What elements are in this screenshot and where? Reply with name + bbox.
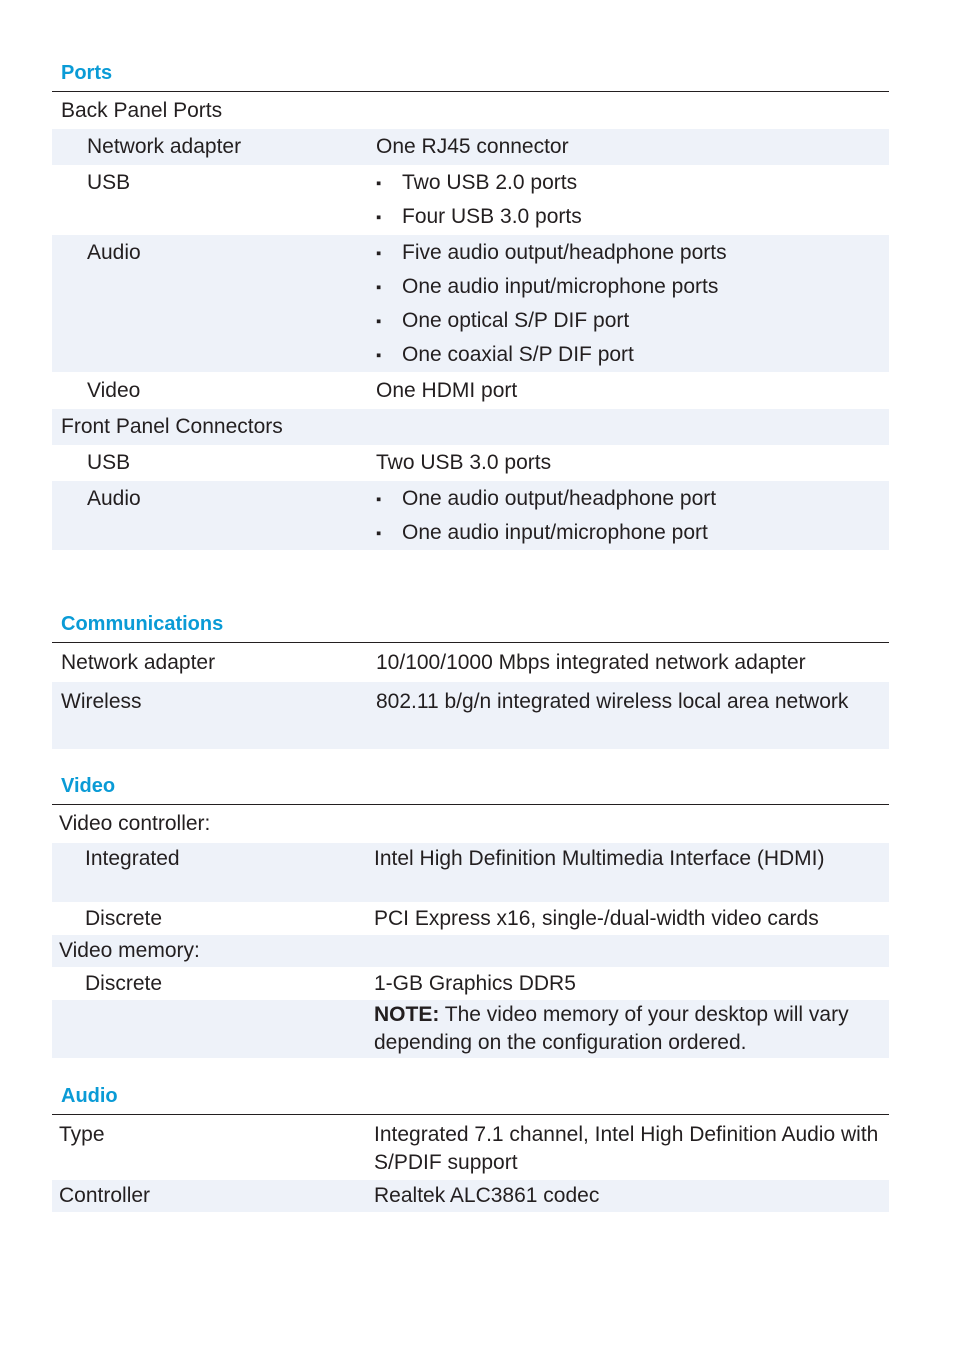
comm-network-label: Network adapter	[61, 650, 216, 674]
bullet-icon: ▪	[376, 490, 382, 508]
front-usb-row	[52, 445, 889, 481]
usb-label: USB	[87, 171, 131, 194]
wireless-value: 802.11 b/g/n integrated wireless local area network	[376, 690, 849, 713]
audio-label: Audio	[87, 241, 141, 264]
bullet-item: ▪ Two USB 2.0 ports	[376, 171, 578, 194]
network-adapter-label: Network adapter	[87, 135, 242, 158]
usb-list	[376, 166, 889, 235]
bullet-icon: ▪	[376, 208, 382, 226]
discrete-label: Discrete	[85, 906, 163, 930]
note-label: NOTE:	[374, 1003, 440, 1026]
video-port-value: One HDMI port	[376, 378, 518, 402]
bullet-icon: ▪	[376, 174, 382, 192]
network-adapter-value: One RJ45 connector	[376, 135, 569, 158]
audio-section	[52, 1083, 889, 1212]
video-port-label: Video	[87, 378, 141, 402]
communications-heading: Communications	[52, 611, 889, 643]
audio-type-value: Integrated 7.1 channel, Intel High Definition Audio with S/PDIF support	[374, 1123, 879, 1174]
audio-heading: Audio	[52, 1083, 889, 1115]
communications-section	[52, 611, 889, 749]
video-section	[52, 773, 889, 1058]
audio-controller-row	[52, 1180, 889, 1212]
integrated-row	[52, 843, 889, 902]
bullet-icon: ▪	[376, 278, 382, 296]
ports-section	[52, 60, 889, 550]
memory-discrete-label: Discrete	[85, 971, 163, 995]
bullet-icon: ▪	[376, 244, 382, 262]
comm-network-value: 10/100/1000 Mbps integrated network adapter	[376, 650, 806, 674]
front-usb-label: USB	[87, 451, 131, 474]
video-port-row	[52, 372, 889, 409]
note-text: NOTE: The video memory of your desktop will vary depending on the configuration ordered.	[374, 1003, 849, 1054]
discrete-row	[52, 902, 889, 935]
bullet-icon: ▪	[376, 312, 382, 330]
back-panel-label: Back Panel Ports	[61, 98, 223, 122]
audio-type-row	[52, 1115, 889, 1180]
bullet-icon: ▪	[376, 524, 382, 542]
back-panel-row	[52, 92, 889, 129]
ports-heading: Ports	[52, 60, 889, 92]
front-panel-row	[52, 409, 889, 445]
front-audio-label: Audio	[87, 487, 141, 510]
audio-type-label: Type	[59, 1123, 105, 1146]
audio-controller-label: Controller	[59, 1184, 151, 1207]
wireless-label: Wireless	[61, 690, 142, 713]
video-heading: Video	[52, 773, 889, 805]
bullet-item: ▪ One coaxial S/P DIF port	[376, 343, 634, 366]
bullet-item: ▪ One optical S/P DIF port	[376, 309, 630, 332]
video-memory-row	[52, 935, 889, 967]
integrated-label: Integrated	[85, 847, 180, 870]
front-panel-label: Front Panel Connectors	[61, 415, 283, 438]
audio-row	[52, 235, 889, 372]
network-adapter-row	[52, 129, 889, 165]
memory-discrete-value: 1-GB Graphics DDR5	[374, 971, 576, 995]
bullet-item: ▪ One audio output/headphone port	[376, 487, 717, 510]
integrated-value: Intel High Definition Multimedia Interface (HDMI)	[374, 847, 825, 870]
front-usb-value: Two USB 3.0 ports	[376, 451, 552, 474]
bullet-icon: ▪	[376, 346, 382, 364]
comm-network-row	[52, 643, 889, 682]
bullet-item: ▪ Five audio output/headphone ports	[376, 241, 727, 264]
audio-list	[376, 236, 889, 372]
bullet-item: ▪ One audio input/microphone ports	[376, 275, 719, 298]
video-memory-label: Video memory:	[59, 939, 200, 962]
wireless-row	[52, 682, 889, 749]
video-controller-row	[52, 805, 889, 843]
audio-controller-value: Realtek ALC3861 codec	[374, 1184, 600, 1207]
note-row	[52, 1000, 889, 1058]
video-controller-label: Video controller:	[59, 812, 211, 835]
front-audio-list	[376, 482, 889, 550]
bullet-item: ▪ Four USB 3.0 ports	[376, 205, 582, 228]
front-audio-row	[52, 481, 889, 550]
bullet-item: ▪ One audio input/microphone port	[376, 521, 708, 544]
discrete-value: PCI Express x16, single-/dual-width video cards	[374, 906, 819, 930]
usb-row	[52, 165, 889, 235]
memory-discrete-row	[52, 967, 889, 1000]
